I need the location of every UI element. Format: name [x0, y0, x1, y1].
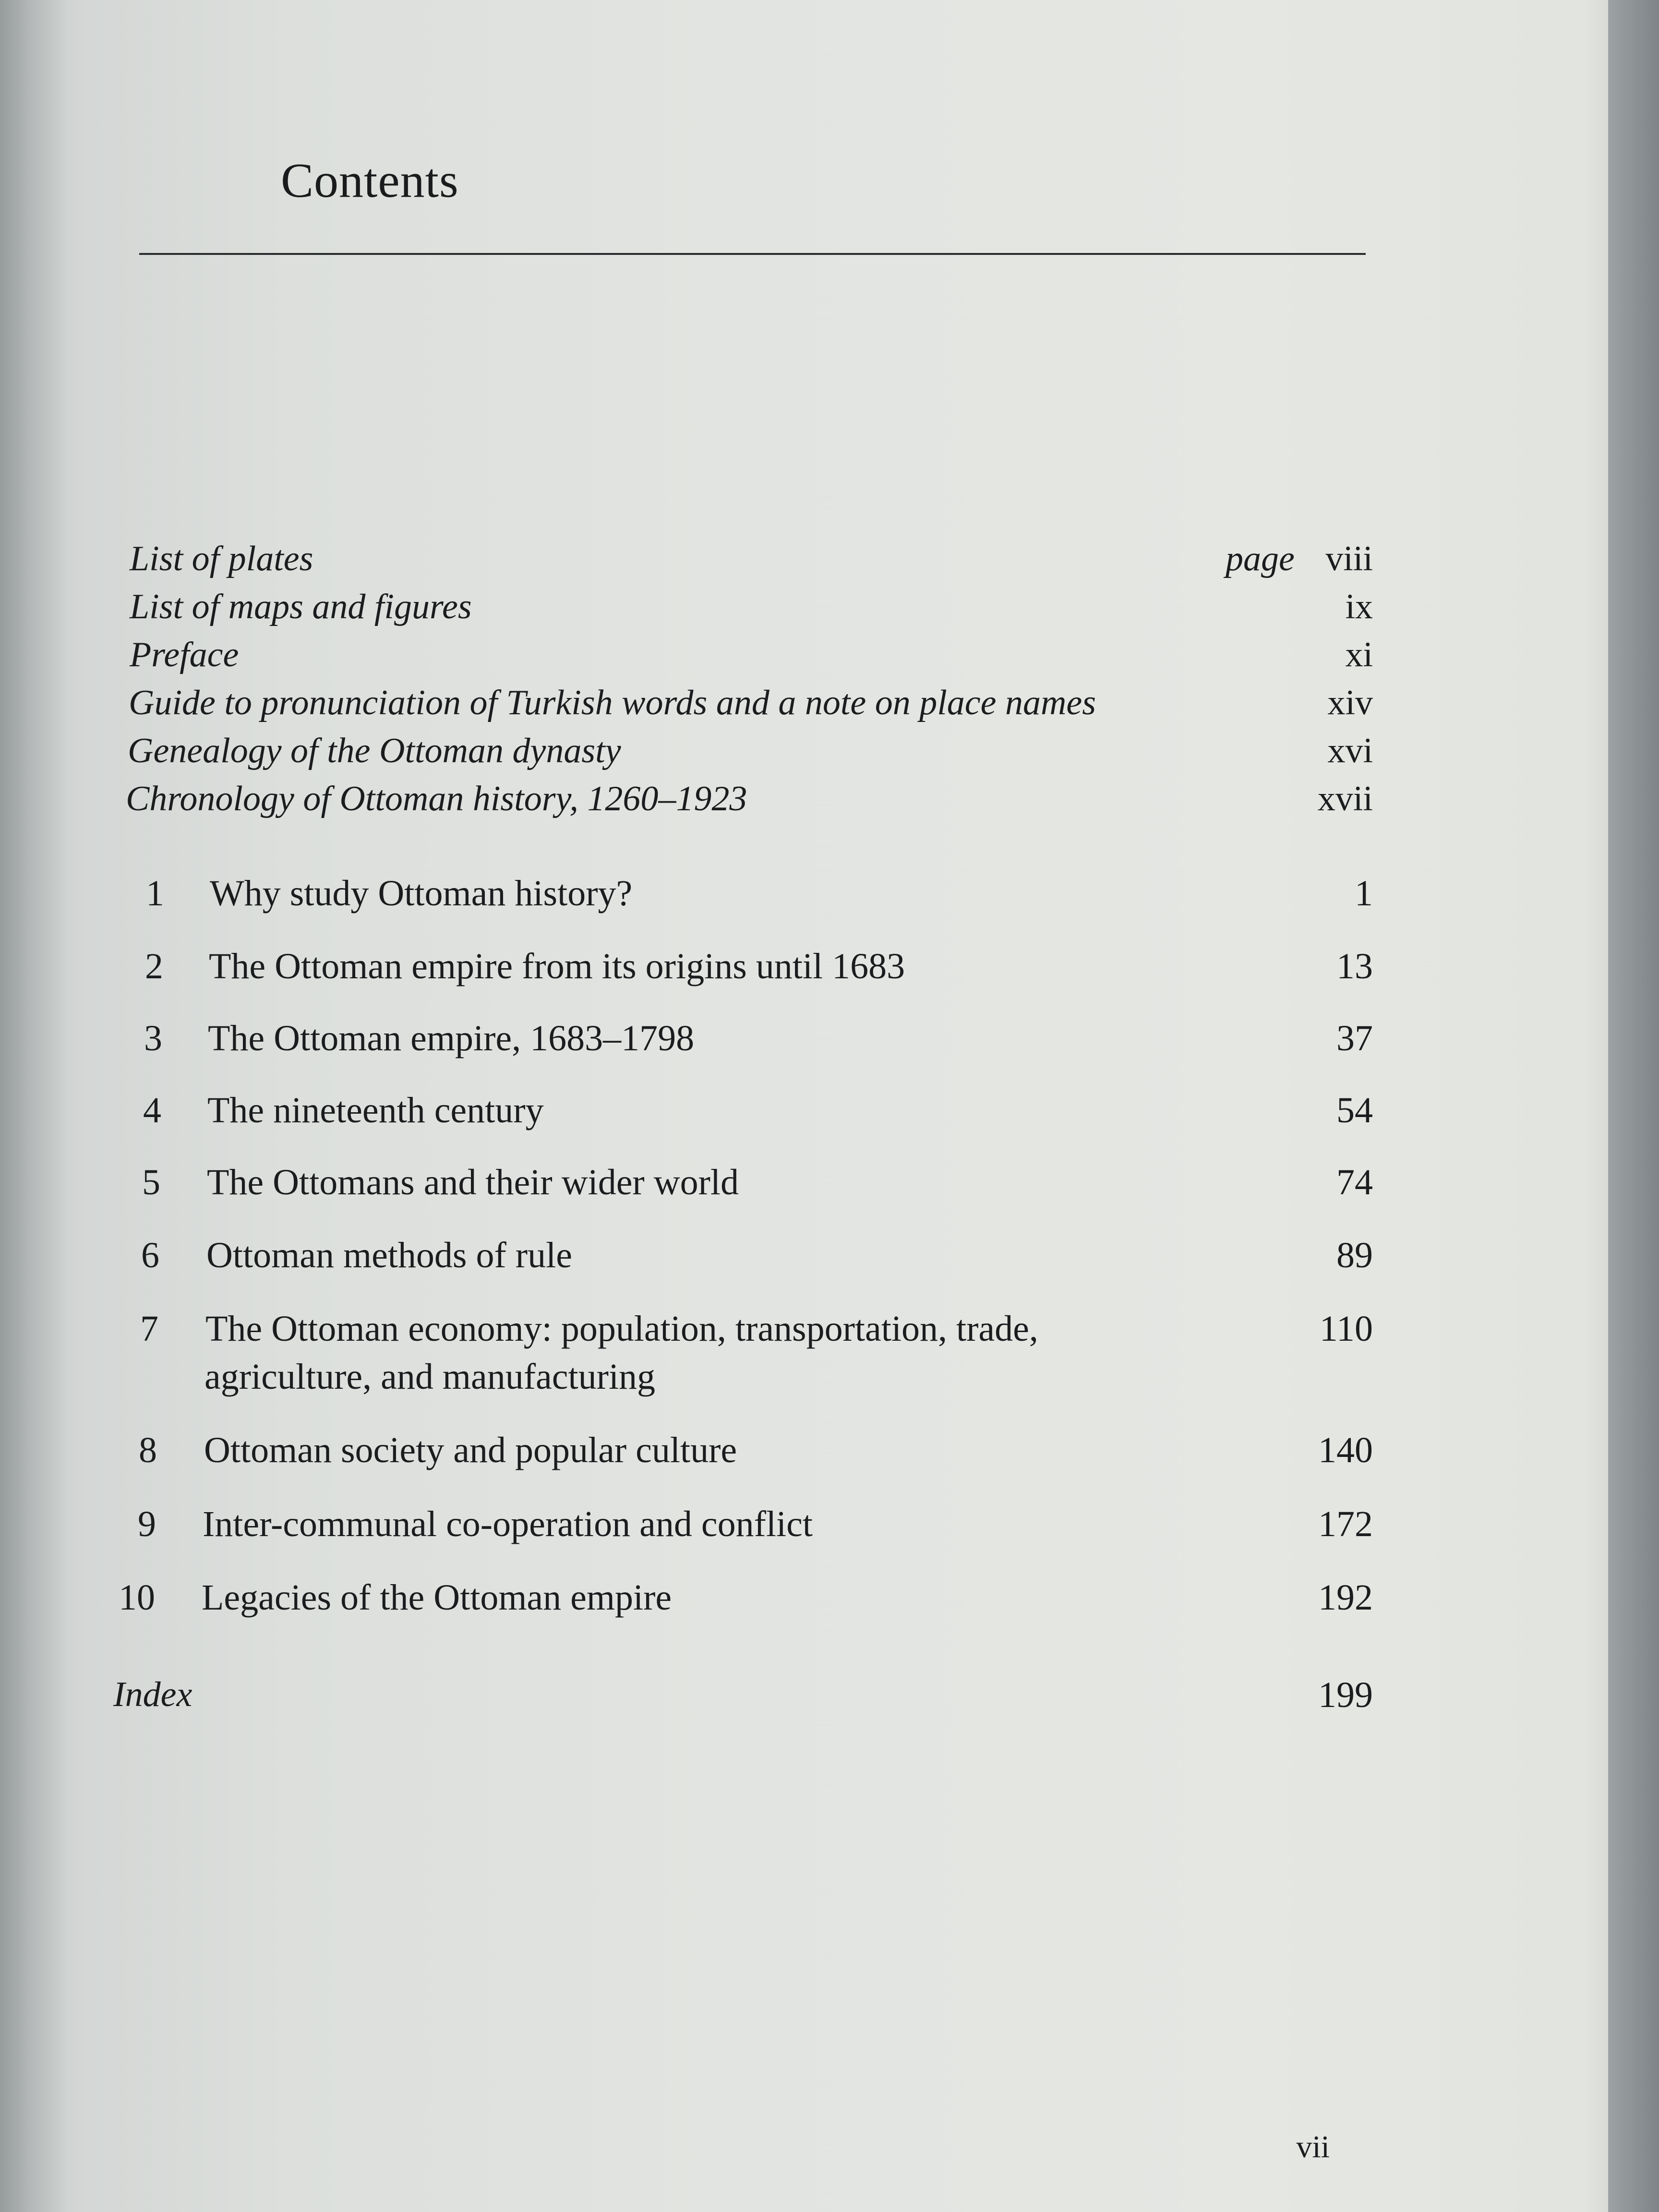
toc-front-item-maps-figures: List of maps and figures: [130, 587, 472, 626]
toc-chapter-title: Inter-communal co-operation and conflict: [203, 1504, 813, 1544]
toc-front-item-preface: Preface: [130, 635, 239, 674]
chapter-number: 3: [144, 1018, 162, 1058]
toc-page-number: 110: [1319, 1309, 1373, 1349]
toc-front-item-genealogy: Genealogy of the Ottoman dynasty: [128, 731, 621, 770]
toc-chapter-title: The nineteenth century: [207, 1090, 544, 1130]
toc-page-number: 37: [1336, 1018, 1373, 1058]
toc-page-number: 74: [1336, 1162, 1373, 1202]
toc-page-number: xiv: [1327, 683, 1373, 722]
toc-page-number: xvii: [1317, 779, 1373, 818]
toc-page-number: viii: [1325, 539, 1373, 578]
page-folio: vii: [1296, 2129, 1330, 2164]
toc-chapter-title: The Ottoman empire from its origins until 1683: [209, 946, 905, 986]
toc-front-item-list-of-plates: List of plates: [130, 539, 313, 578]
page-title: Contents: [281, 154, 459, 208]
toc-page-number: 13: [1336, 946, 1373, 986]
toc-page-number: xi: [1345, 635, 1373, 674]
toc-page-number: 192: [1318, 1577, 1373, 1618]
toc-page-number: 140: [1318, 1430, 1373, 1470]
toc-chapter-title: Legacies of the Ottoman empire: [202, 1577, 672, 1618]
toc-page-number: 54: [1336, 1090, 1373, 1130]
toc-chapter-title-continued: agriculture, and manufacturing: [204, 1357, 656, 1397]
toc-page-number: ix: [1345, 587, 1373, 626]
chapter-number: 10: [119, 1577, 155, 1618]
toc-front-item-chronology: Chronology of Ottoman history, 1260–1923: [126, 779, 747, 818]
page-label: page: [1226, 539, 1295, 578]
page-edge: [1608, 0, 1659, 2212]
toc-page-number: xvi: [1327, 731, 1373, 770]
toc-page-number: 89: [1336, 1235, 1373, 1275]
toc-page-number: 199: [1318, 1675, 1373, 1715]
toc-chapter-title: The Ottoman economy: population, transportation, trade,: [205, 1309, 1038, 1349]
toc-page-number: 1: [1355, 873, 1373, 914]
chapter-number: 8: [139, 1430, 157, 1470]
toc-back-item-index: Index: [113, 1675, 192, 1714]
chapter-number: 6: [141, 1235, 159, 1275]
toc-chapter-title: Why study Ottoman history?: [210, 873, 633, 914]
toc-chapter-title: The Ottoman empire, 1683–1798: [208, 1018, 695, 1058]
chapter-number: 1: [146, 873, 164, 914]
chapter-number: 4: [143, 1090, 161, 1130]
toc-chapter-title: Ottoman methods of rule: [206, 1235, 572, 1275]
toc-chapter-title: Ottoman society and popular culture: [204, 1430, 737, 1470]
chapter-number: 5: [142, 1162, 160, 1202]
chapter-number: 2: [145, 946, 163, 986]
chapter-number: 7: [140, 1309, 158, 1349]
chapter-number: 9: [138, 1504, 156, 1544]
toc-chapter-title: The Ottomans and their wider world: [207, 1162, 739, 1202]
toc-page-number: 172: [1318, 1504, 1373, 1544]
toc-front-item-pronunciation-guide: Guide to pronunciation of Turkish words and a note on place names: [129, 683, 1096, 722]
